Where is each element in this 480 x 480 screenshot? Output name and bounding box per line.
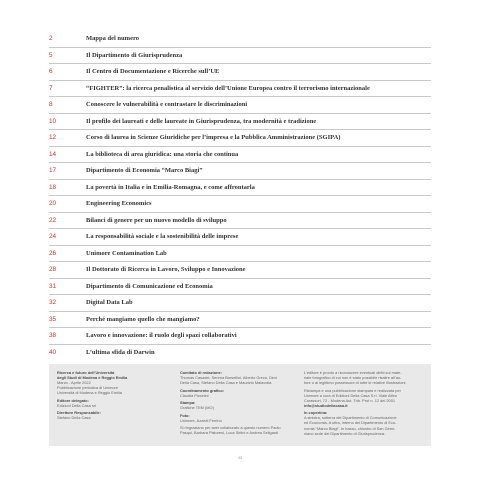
colophon-line: Claudia Piccinini — [180, 392, 209, 398]
toc-page-number: 5 — [49, 51, 53, 59]
colophon-heading: Comitato di redazione: — [180, 370, 222, 375]
colophon-line: Università di Modena e Reggio Emilia — [57, 390, 122, 396]
colophon-line: Si ringraziano per aver collaborato a questo numero Paolo — [180, 425, 281, 431]
toc-page-number: 24 — [49, 233, 57, 240]
toc-entry-title: L’ultima sfida di Darwin — [86, 348, 155, 356]
colophon-line: Pubblicazione periodica di Unimore — [57, 385, 118, 391]
toc-entry-title: Bilanci di genere per un nuovo modello di sviluppo — [86, 216, 227, 224]
toc-page-number: 2 — [49, 35, 53, 42]
toc-entry-title: Engineering Economics — [86, 200, 152, 207]
toc-page-number: 6 — [49, 68, 53, 75]
colophon-heading: Stampa: — [180, 400, 196, 406]
toc-entry[interactable] — [0, 246, 480, 262]
colophon-line: Unimore a cura di Edizioni Della Casa S.rl. Viale Alfeo — [304, 392, 397, 398]
colophon-column-publication — [57, 370, 167, 420]
colophon-column-editorial — [180, 370, 295, 435]
toc-entry[interactable] — [0, 147, 480, 163]
toc-entry[interactable] — [0, 64, 480, 80]
toc-entry-title: Il Centro di Documentazione e Ricerche sull’UE — [86, 68, 220, 75]
toc-entry-title: La biblioteca di area giuridica: una storia che continua — [86, 150, 239, 158]
toc-page-number: 20 — [49, 200, 57, 207]
toc-page-number: 35 — [49, 315, 57, 323]
toc-entry[interactable] — [0, 97, 480, 113]
colophon-line: nomia “Marco Biagi”. In basso, chiostro di San Gemi- — [304, 425, 396, 431]
toc-entry[interactable] — [0, 345, 480, 361]
toc-entry-title: Unimore Contamination Lab — [86, 249, 167, 257]
colophon-heading: Ricerca e futuro dell’Università — [57, 370, 115, 375]
colophon-line: tore o al legittimo possessore di tutte le relative illustrazioni. — [304, 380, 407, 386]
colophon-heading: Editore delegato: — [57, 397, 89, 403]
toc-entry-title: Dipartimento di Comunicazione ed Economia — [86, 282, 213, 290]
toc-entry-title: Dipartimento di Economia “Marco Biagi” — [86, 167, 203, 174]
toc-page-number: 32 — [49, 299, 57, 306]
toc-entry-title: Conoscere le vulnerabilità e contrastare le discriminazioni — [86, 101, 248, 108]
toc-entry[interactable] — [0, 328, 480, 344]
toc-entry[interactable] — [0, 163, 480, 179]
colophon-line: Della Casa, Stefano Della Casa e Maurizio Malavolta — [180, 380, 272, 386]
toc-entry[interactable] — [0, 262, 480, 278]
colophon-line: Stefano Della Casa — [57, 415, 91, 421]
toc-entry[interactable] — [0, 196, 480, 212]
toc-entry-title: Il Dipartimento di Giurisprudenza — [86, 51, 183, 59]
colophon-line: Pasqui, Barbara Pistoresi, Luca Sirtini e Andrea Seligardi — [180, 430, 279, 436]
toc-page-number: 22 — [49, 216, 57, 224]
toc-entry[interactable] — [0, 312, 480, 328]
toc-entry[interactable] — [0, 48, 480, 64]
toc-entry-title: Lavoro e innovazione: il ruolo degli spazi collaborativi — [86, 332, 237, 339]
colophon-line: Marzo - Aprile 2022 — [57, 380, 91, 386]
toc-entry-title: Perché mangiamo quello che mangiamo? — [86, 315, 200, 323]
toc-entry-title: La responsabilità sociale e la sostenibilità delle imprese — [86, 233, 239, 240]
toc-entry-title: Il profilo dei laureati e delle laureate in Giurisprudenza, tra modernità e tradizione — [86, 117, 317, 125]
toc-page-number: 26 — [49, 249, 57, 257]
toc-page-number: 17 — [49, 167, 57, 174]
toc-entry-title: Corso di laurea in Scienze Giuridiche per l’impresa e la Pubblica Amministrazione (SGIPA) — [86, 134, 341, 141]
colophon-line: niano sede del Dipartimento di Giurisprudenza. — [304, 430, 386, 436]
toc-entry-title: Digital Data Lab — [86, 299, 133, 306]
toc-entry[interactable] — [0, 180, 480, 196]
toc-entry[interactable] — [0, 114, 480, 130]
colophon-line: Corassori, 72 - Modena Aut. Trib. Prot n. 12 del 2001 — [304, 397, 396, 403]
toc-page-number: 12 — [49, 134, 57, 141]
colophon-line: ed Economia. A ultra, interno del Dipartimento di Eco- — [304, 420, 397, 426]
toc-page-number: 8 — [49, 101, 53, 108]
toc-page-number: 40 — [49, 348, 57, 356]
toc-entry[interactable] — [0, 31, 480, 47]
colophon-heading: Direttore Responsabile: — [57, 410, 101, 416]
toc-page-number: 14 — [49, 150, 57, 158]
colophon-line: A sinistra, sotterra del Dipartimento di Comunicazione — [304, 415, 397, 421]
colophon-heading: In copertina: — [304, 410, 328, 416]
toc-entry[interactable] — [0, 213, 480, 229]
colophon-line: Edizioni Della Casa srl — [57, 402, 96, 408]
toc-page-number: 28 — [49, 266, 57, 273]
table-of-contents — [0, 31, 480, 360]
toc-entry[interactable] — [0, 279, 480, 295]
toc-entry-title: Il Dottorato di Ricerca in Lavoro, Sviluppo e Innovazione — [86, 266, 246, 273]
toc-entry-title: “FIGHTER”: la ricerca penalistica al servizio dell’Unione Europea contro il terrorismo internazionale — [86, 84, 370, 92]
colophon-heading: Coordinamento grafico: — [180, 387, 225, 393]
toc-page-number: 38 — [49, 332, 57, 339]
colophon-heading: info@studiodellacasa.it — [304, 402, 348, 408]
colophon-line: Unimore, Azzedi Ferrino — [180, 417, 222, 423]
page-number: 43 — [237, 455, 243, 460]
colophon-heading: degli Studi di Modena e Reggio Emilia — [57, 375, 128, 381]
toc-entry-title: Mappa del numero — [86, 35, 139, 42]
colophon-line: Grafiche TEM (MO) — [180, 405, 214, 411]
colophon-line: L’editore è pronto a riconoscere eventuali diritti sul mate- — [304, 370, 402, 375]
colophon-line: Ristampa e una pubblicazione stampata e realizzata per — [304, 387, 401, 393]
toc-entry[interactable] — [0, 81, 480, 97]
colophon-column-rights — [304, 370, 424, 436]
toc-entry[interactable] — [0, 229, 480, 245]
toc-page-number: 7 — [49, 84, 53, 92]
toc-entry[interactable] — [0, 130, 480, 146]
toc-entry[interactable] — [0, 295, 480, 311]
colophon-heading: Foto: — [180, 412, 190, 418]
colophon-line: riale fotografico di cui non è stato possibile risalire all’au- — [304, 375, 402, 381]
toc-page-number: 18 — [49, 183, 57, 191]
toc-page-number: 10 — [49, 117, 57, 125]
toc-page-number: 31 — [49, 282, 57, 290]
colophon-line: Thomas Casadei, Serena Borsellini, Alberto Greco, Devi — [180, 375, 277, 381]
toc-entry-title: La povertà in Italia e in Emilia-Romagna, e come affrontarla — [86, 183, 255, 191]
colophon-box — [49, 364, 431, 446]
